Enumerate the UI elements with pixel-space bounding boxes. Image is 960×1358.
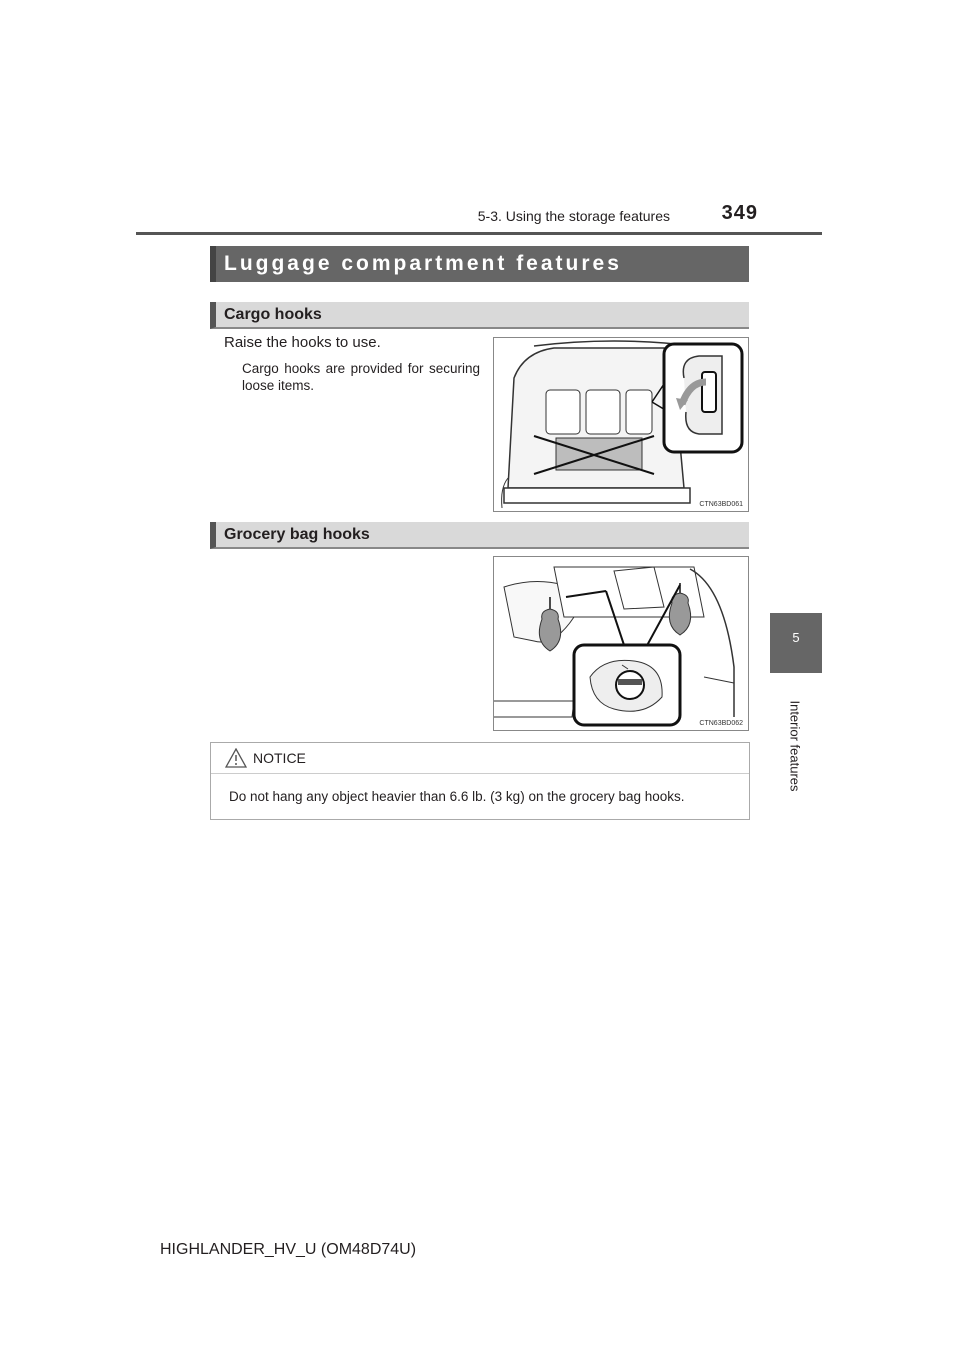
figure-code: CTN63BD061 [699,501,743,508]
footer-model: HIGHLANDER_HV_U (OM48D74U) [160,1241,417,1258]
grocery-bag-hooks-figure [493,556,749,731]
notice-header [211,743,749,774]
header-rule [136,232,822,235]
section-title-bar [210,246,749,282]
subheading-cargo-hooks [210,302,749,329]
notice-text: Do not hang any object heavier than 6.6 lb. (3 kg) on the grocery bag hooks. [229,789,685,804]
note-text: Cargo hooks are provided for securing loose items. [242,361,480,393]
notice-label: NOTICE [253,750,306,766]
chapter-label-container [783,676,807,816]
subheading-grocery-bag-hooks [210,522,749,549]
running-header: 5-3. Using the storage features [477,208,670,224]
cargo-hooks-illustration [494,338,748,511]
figure-code: CTN63BD062 [699,720,743,727]
notice-box [210,742,750,820]
instruction-text: Raise the hooks to use. [224,334,381,351]
cargo-hooks-figure [493,337,749,512]
warning-triangle-icon [225,748,247,768]
subheading-label: Grocery bag hooks [224,526,370,543]
chapter-tab: 5 [770,613,822,673]
page-number: 349 [721,202,758,224]
section-title: Luggage compartment features [224,252,622,275]
subheading-label: Cargo hooks [224,306,322,323]
grocery-bag-hooks-illustration [494,557,748,730]
chapter-label: Interior features [787,700,803,792]
